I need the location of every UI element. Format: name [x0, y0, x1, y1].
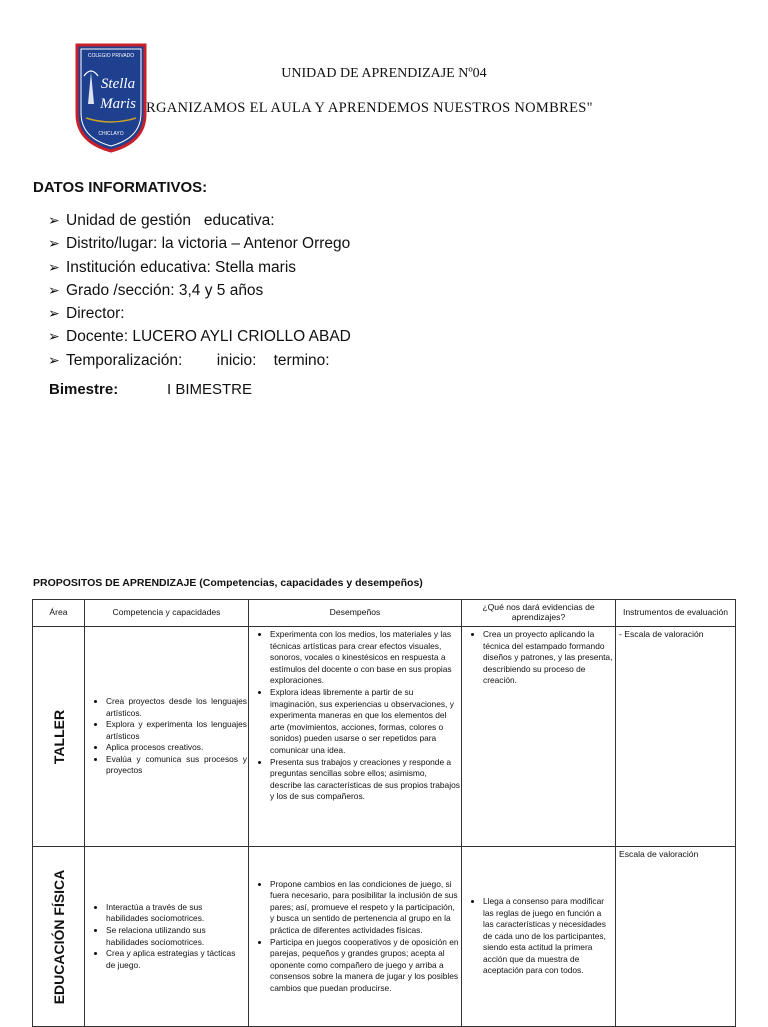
area-cell: TALLER	[33, 627, 85, 847]
arrow-bullet-icon: ➢	[48, 281, 60, 298]
table-header-row	[33, 600, 736, 627]
document-subtitle: RGANIZAMOS EL AULA Y APRENDEMOS NUESTROS NOMBRES"	[146, 100, 593, 116]
list-item: • Evalúa y comunica sus procesos y proyectos	[106, 754, 247, 777]
list-item: • Participa en juegos cooperativos y de oposición en parejas, pequeños y grandes grupos; acepta al oponente como compañero de juego y arriba a consensos sobre la manera de jugar y los posibles cambios que puedan producirse.	[270, 937, 460, 995]
table-row	[33, 627, 736, 847]
list-item: ➢ Grado /sección: 3,4 y 5 años	[48, 279, 351, 302]
instrumento-cell: Escala de valoración	[616, 847, 736, 1027]
bimestre-line	[49, 381, 252, 398]
desempenos-cell	[249, 627, 462, 847]
competencias-cell	[85, 627, 249, 847]
datos-list	[48, 209, 351, 372]
area-cell: EDUCACIÓN FÍSICA	[33, 847, 85, 1027]
list-item: • Crea proyectos desde los lenguajes artísticos.	[106, 696, 247, 719]
logo-bottom-text: CHICLAYO	[98, 131, 124, 137]
list-item: ➢ Institución educativa: Stella maris	[48, 256, 351, 279]
list-item: • Explora y experimenta los lenguajes artísticos	[106, 719, 247, 742]
list-item: • Crea y aplica estrategias y tácticas de juego.	[106, 948, 247, 971]
column-header-evidencias: ¿Qué nos dará evidencias de aprendizajes?	[462, 600, 616, 627]
instrumento-cell: - Escala de valoración	[616, 627, 736, 847]
list-item: • Interactúa a través de sus habilidades sociomotrices.	[106, 902, 247, 925]
list-item: • Llega a consenso para modificar las reglas de juego en función a las características y necesidades de cada uno de los participantes, siendo esta actitud la primera acción que da muestra de aceptación para con todos.	[483, 896, 614, 977]
competencias-cell	[85, 847, 249, 1027]
list-item: ➢ Unidad de gestión educativa:	[48, 209, 351, 232]
column-header-competencia: Competencia y capacidades	[85, 600, 249, 627]
evidencias-cell	[462, 627, 616, 847]
arrow-bullet-icon: ➢	[48, 305, 60, 322]
document-title: UNIDAD DE APRENDIZAJE Nº04	[281, 66, 487, 81]
list-item: • Aplica procesos creativos.	[106, 742, 247, 754]
column-header-instrumentos: Instrumentos de evaluación	[616, 600, 736, 627]
arrow-bullet-icon: ➢	[48, 212, 60, 228]
list-item: • Explora ideas libremente a partir de su imaginación, sus experiencias u observaciones, y experimenta maneras en que los elementos del arte (movimientos, acciones, formas, colores o sonidos) pueden usarse o ser repetidos para comunicar una idea.	[270, 687, 460, 757]
arrow-bullet-icon: ➢	[48, 328, 60, 345]
column-header-desempenos: Desempeños	[249, 600, 462, 627]
list-item: ➢ Docente: LUCERO AYLI CRIOLLO ABAD	[48, 325, 351, 348]
bimestre-value: I BIMESTRE	[167, 381, 253, 398]
logo-name-line1: Stella	[100, 76, 136, 92]
shield-crest-icon	[74, 42, 148, 154]
list-item: • Experimenta con los medios, los materiales y las técnicas artísticas para crear efectos visuales, sonoros, vocales o kinestésicos en respuesta a estímulos del docente o con base en sus propias exploraciones.	[270, 629, 460, 687]
logo-name-line2: Maris	[100, 96, 136, 112]
datos-heading: DATOS INFORMATIVOS:	[33, 179, 208, 196]
propositos-table	[32, 599, 736, 1027]
table-row	[33, 847, 736, 1027]
list-item: • Presenta sus trabajos y creaciones y responde a preguntas sencillas sobre ellos; asimismo, describe las características de sus propios trabajos y los de sus compañeros.	[270, 757, 460, 803]
list-item: • Propone cambios en las condiciones de juego, si fuera necesario, para posibilitar la inclusión de sus pares; así, promueve el respeto y la participación, y busca un sentido de pertenencia al grupo en la práctica de diferentes actividades físicas.	[270, 879, 460, 937]
list-item: • Crea un proyecto aplicando la técnica del estampado formando diseños y patrones, y las presenta, describiendo su proceso de creación.	[483, 629, 614, 687]
bimestre-label: Bimestre:	[49, 381, 119, 398]
desempenos-cell	[249, 847, 462, 1027]
arrow-bullet-icon: ➢	[48, 235, 60, 252]
arrow-bullet-icon: ➢	[48, 258, 60, 275]
propositos-heading: PROPOSITOS DE APRENDIZAJE (Competencias, capacidades y desempeños)	[33, 577, 423, 589]
list-item: ➢ Temporalización: inicio: termino:	[48, 349, 351, 372]
logo-top-text: COLEGIO PRIVADO	[87, 53, 135, 59]
evidencias-cell	[462, 847, 616, 1027]
arrow-bullet-icon: ➢	[48, 351, 60, 368]
list-item: • Se relaciona utilizando sus habilidades sociomotrices.	[106, 925, 247, 948]
list-item: ➢ Distrito/lugar: la victoria – Antenor Orrego	[48, 232, 351, 255]
column-header-area: Área	[33, 600, 85, 627]
school-logo	[74, 42, 148, 154]
list-item: ➢ Director:	[48, 302, 351, 325]
